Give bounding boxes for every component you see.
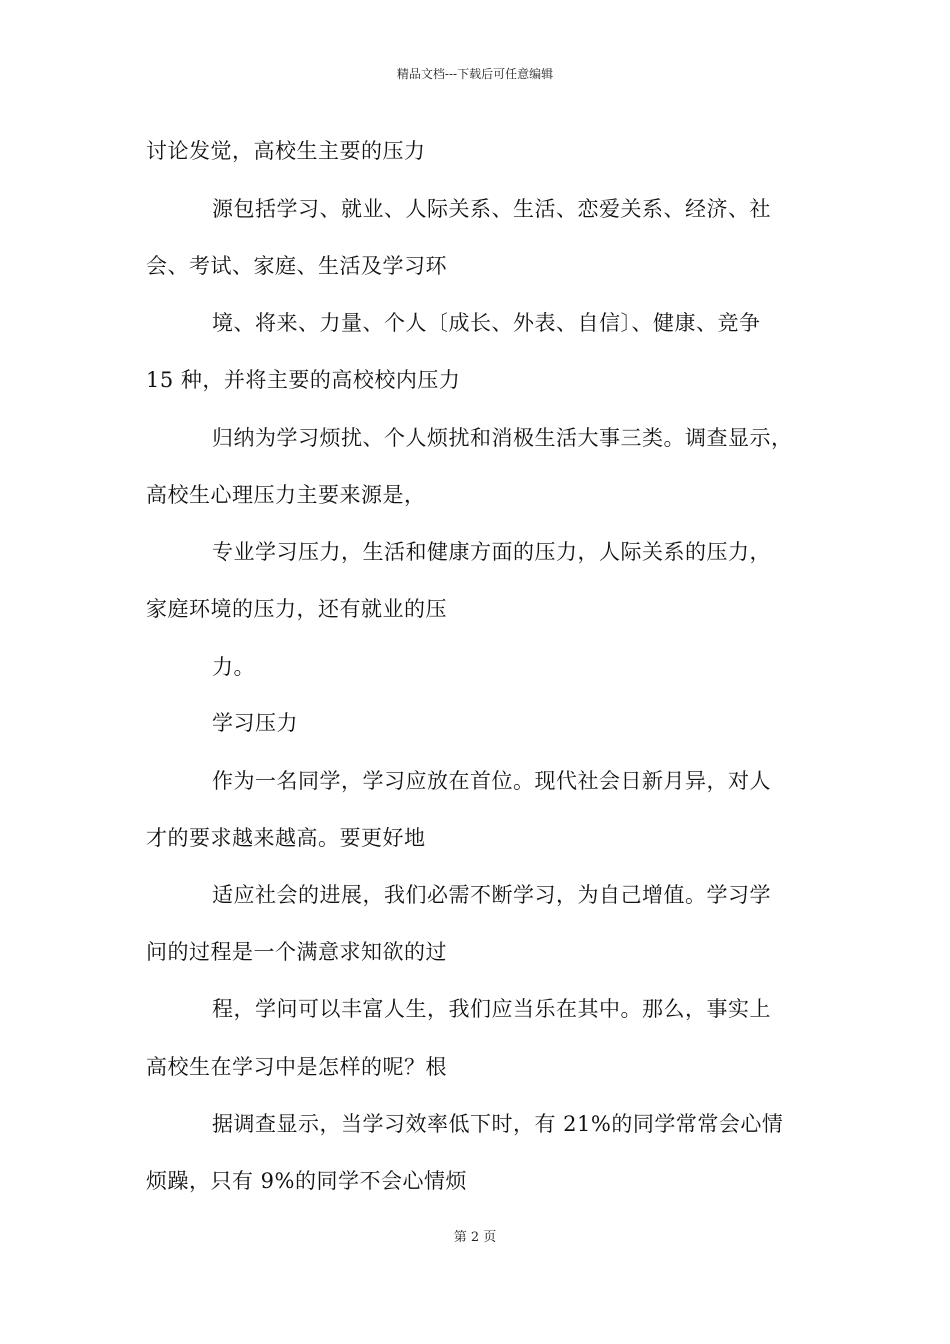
text-line: 作为一名同学，学习应放在首位。现代社会日新月异，对人	[212, 769, 771, 793]
text-line: 高校生在学习中是怎样的呢？根	[146, 1055, 447, 1079]
text-line: 据调查显示，当学习效率低下时，有 21%的同学常常会心情	[212, 1112, 784, 1136]
text-line: 烦躁，只有 9%的同学不会心情烦	[146, 1169, 467, 1193]
text-line: 才的要求越来越高。要更好地	[146, 826, 426, 850]
text-line: 适应社会的进展，我们必需不断学习，为自己增值。学习学	[212, 883, 771, 907]
text-line: 会、考试、家庭、生活及学习环	[146, 254, 447, 278]
section-heading: 学习压力	[212, 711, 298, 735]
text-line: 15 种，并将主要的高校校内压力	[146, 368, 461, 392]
text-line: 专业学习压力，生活和健康方面的压力，人际关系的压力，	[212, 540, 771, 564]
text-line: 家庭环境的压力，还有就业的压	[146, 597, 447, 621]
text-line: 源包括学习、就业、人际关系、生活、恋爱关系、经济、社	[212, 197, 771, 221]
text-line: 归纳为学习烦扰、个人烦扰和消极生活大事三类。调查显示，	[212, 426, 793, 450]
text-line: 高校生心理压力主要来源是，	[146, 483, 426, 507]
page-number: 第 2 页	[453, 1230, 497, 1245]
text-line: 力。	[212, 655, 255, 679]
text-line: 讨论发觉，高校生主要的压力	[146, 139, 426, 163]
page-header: 精品文档---下载后可任意编辑	[396, 67, 554, 81]
text-line: 境、将来、力量、个人〔成长、外表、自信〕、健康、竞争	[212, 311, 761, 335]
text-line: 程，学问可以丰富人生，我们应当乐在其中。那么，事实上	[212, 997, 771, 1021]
text-line: 问的过程是一个满意求知欲的过	[146, 940, 447, 964]
